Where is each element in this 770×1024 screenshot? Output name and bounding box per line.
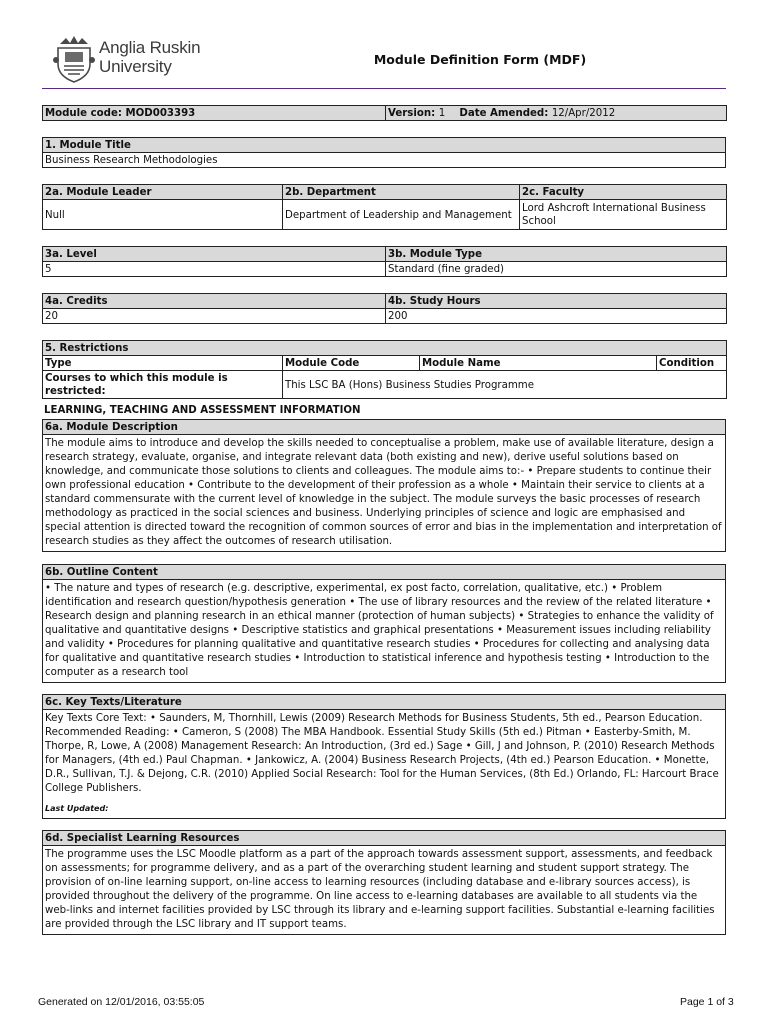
last-updated-label: Last Updated: xyxy=(45,804,109,813)
key-texts-table xyxy=(42,694,726,819)
module-code-cell: Module code: MOD003393 xyxy=(43,106,386,121)
generated-timestamp: Generated on 12/01/2016, 03:55:05 xyxy=(38,996,205,1008)
description-table xyxy=(42,419,726,552)
department-heading: 2b. Department xyxy=(283,185,520,200)
version-date-cell xyxy=(386,106,727,121)
level-value: 5 xyxy=(43,262,386,277)
logo-line-2: University xyxy=(99,57,172,76)
outline-table xyxy=(42,564,726,683)
level-type-table xyxy=(42,246,727,277)
logo-line-1: Anglia Ruskin xyxy=(99,38,201,57)
restrictions-col-code: Module Code xyxy=(283,356,420,371)
restrictions-row-value: This LSC BA (Hons) Business Studies Programme xyxy=(283,371,727,399)
level-heading: 3a. Level xyxy=(43,247,386,262)
date-amended-value: 12/Apr/2012 xyxy=(551,108,616,119)
outline-heading: 6b. Outline Content xyxy=(43,565,726,580)
description-text: The module aims to introduce and develop the skills needed to conceptualise a problem, make use of available literature, design a research strategy, evaluate, organise, and integrate relevant data (both existing and new), derive useful solutions based on knowledge, and communicate those solutions to clients and colleagues. The module aims to:- • Prepare students to continue their own professional education • Contribute to the development of their profession as a whole • Maintain their service to clients at a standard commensurate with the current level of knowledge in the subject. The module surveys the basic processes of research methodology as practiced in the social sciences and business. Underlying principles of science and logic are emphasised and special attention is directed toward the recognition of common sources of error and bias in the implementation and interpretation of research studies as they affect the outcomes of research utilisation. xyxy=(43,435,726,552)
page-number: Page 1 of 3 xyxy=(680,996,734,1008)
form-title: Module Definition Form (MDF) xyxy=(373,52,587,67)
credits-heading: 4a. Credits xyxy=(43,294,386,309)
restrictions-table xyxy=(42,340,727,399)
restrictions-col-name: Module Name xyxy=(420,356,657,371)
version-value: 1 xyxy=(438,108,446,119)
lta-section-heading: LEARNING, TEACHING AND ASSESSMENT INFORMATION xyxy=(44,405,361,416)
credits-hours-table xyxy=(42,293,727,324)
outline-text: • The nature and types of research (e.g. descriptive, experimental, ex post facto, correlation, qualitative, etc.) • Problem identification and research question/hypothesis generation • The use of library resources and the review of the related literature • Research design and planning research in an ethical manner (protection of human subjects) • Strategies to enhance the validity of qualitative and quantitative designs • Descriptive statistics and graphical presentations • Measurement issues including reliability and validity • Procedures for planning qualitative and quantitative research studies • Procedures for collecting and analysing data for qualitative and quantitative research studies • Introduction to statistical inference and hypothesis testing • Introduction to the computer as a research tool xyxy=(43,580,726,683)
module-title-value: Business Research Methodologies xyxy=(43,153,726,168)
restrictions-heading: 5. Restrictions xyxy=(43,341,727,356)
module-title-heading: 1. Module Title xyxy=(43,138,726,153)
module-leader-value: Null xyxy=(43,200,283,230)
resources-text: The programme uses the LSC Moodle platform as a part of the approach towards assessment support, assessments, and feedback on assessments; for programme delivery, and as a part of the overarching student learning and student support strategy. The provision of on-line learning support, on-line access to learning resources (including database and e-library sources access), is provided throughout the delivery of the programme. On line access to e-learning databases are available to all students via the web-links and internet facilities provided by LSC through its library and e-learning support facilities. Substantial e-learning facilities are provided through the LSC library and IT support teams. xyxy=(43,846,726,935)
module-type-heading: 3b. Module Type xyxy=(386,247,727,262)
resources-heading: 6d. Specialist Learning Resources xyxy=(43,831,726,846)
department-value: Department of Leadership and Management xyxy=(283,200,520,230)
study-hours-value: 200 xyxy=(386,309,727,324)
description-heading: 6a. Module Description xyxy=(43,420,726,435)
university-logo xyxy=(52,34,212,84)
date-amended-label: Date Amended: xyxy=(459,108,549,119)
module-leader-heading: 2a. Module Leader xyxy=(43,185,283,200)
restrictions-col-condition: Condition xyxy=(657,356,727,371)
module-title-table xyxy=(42,137,726,168)
module-type-value: Standard (fine graded) xyxy=(386,262,727,277)
key-texts-cell xyxy=(43,710,726,819)
module-code-table xyxy=(42,105,727,121)
faculty-heading: 2c. Faculty xyxy=(520,185,727,200)
resources-table xyxy=(42,830,726,935)
restrictions-row-type: Courses to which this module is restricted: xyxy=(43,371,283,399)
header-rule xyxy=(42,88,726,89)
restrictions-col-type: Type xyxy=(43,356,283,371)
leader-dept-faculty-table xyxy=(42,184,727,230)
credits-value: 20 xyxy=(43,309,386,324)
logo-wordmark xyxy=(99,38,200,76)
crest-icon xyxy=(52,34,96,84)
faculty-value: Lord Ashcroft International Business School xyxy=(520,200,727,230)
key-texts-text: Key Texts Core Text: • Saunders, M, Thornhill, Lewis (2009) Research Methods for Business Students, 5th ed., Pearson Education. Recommended Reading: • Cameron, S (2008) The MBA Handbook. Essential Study Skills (5th ed.) Pitman • Easterby-Smith, M. Thorpe, R, Lowe, A (2008) Management Research: An Introduction, (3rd ed.) Sage • Gill, J and Johnson, P. (2010) Research Methods for Managers, (4th ed.) Paul Chapman. • Jankowicz, A. (2004) Business Research Projects, (4th ed.) Pearson Education. • Monette, D.R., Sullivan, T.J. & Dejong, C.R. (2010) Applied Social Research: Tool for the Human Services, (8th Ed.) Orlando, FL: Harcourt Brace College Publishers. xyxy=(45,713,719,794)
study-hours-heading: 4b. Study Hours xyxy=(386,294,727,309)
key-texts-heading: 6c. Key Texts/Literature xyxy=(43,695,726,710)
version-label: Version: xyxy=(388,108,436,119)
